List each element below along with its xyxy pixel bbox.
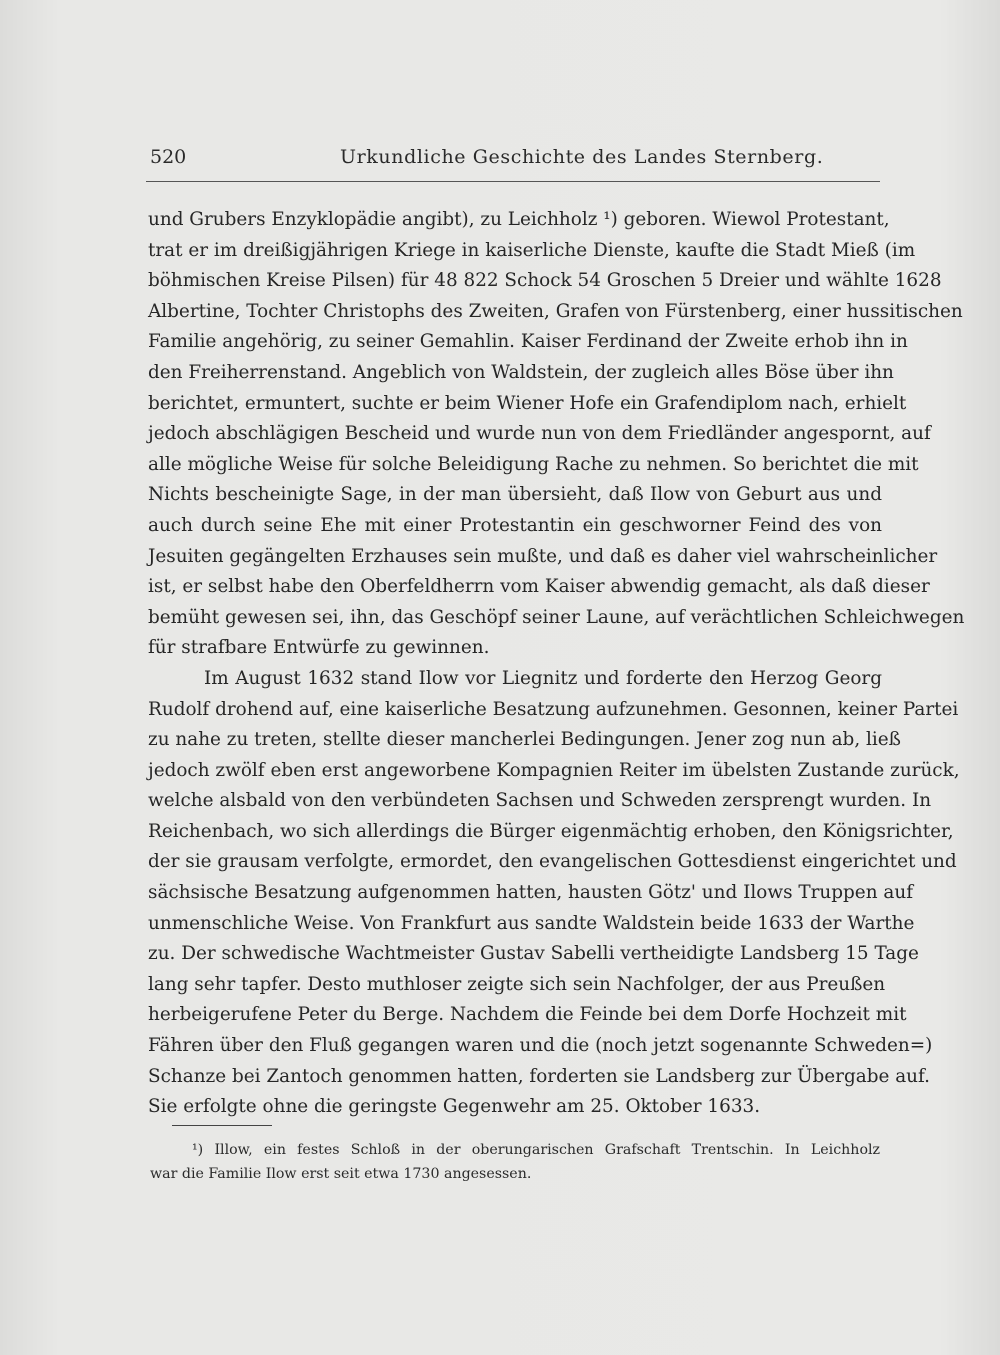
header-rule xyxy=(146,181,880,182)
text-line: den Freiherrenstand. Angeblich von Waldstein, der zugleich alles Böse über ihn xyxy=(148,361,894,383)
text-line: Jesuiten gegängelten Erzhauses sein mußte, und daß es daher viel wahrscheinlicher xyxy=(148,545,938,567)
text-line: alle mögliche Weise für solche Beleidigung Rache zu nehmen. So berichtet die mit xyxy=(148,453,919,475)
text-line: Albertine, Tochter Christophs des Zweiten, Grafen von Fürstenberg, einer hussitischen xyxy=(148,300,963,322)
text-line: Familie angehörig, zu seiner Gemahlin. Kaiser Ferdinand der Zweite erhob ihn in xyxy=(148,331,908,353)
text-line: bemüht gewesen sei, ihn, das Geschöpf seiner Laune, auf verächtlichen Schleichwegen xyxy=(148,606,965,628)
text-line: welche alsbald von den verbündeten Sachsen und Schweden zersprengt wurden. In xyxy=(148,790,932,812)
text-line: Nichts bescheinigte Sage, in der man übersieht, daß Ilow von Geburt aus und xyxy=(148,484,882,506)
footnote xyxy=(150,1138,880,1186)
text-line: ist, er selbst habe den Oberfeldherrn vom Kaiser abwendig gemacht, als daß dieser xyxy=(148,576,930,598)
text-line: böhmischen Kreise Pilsen) für 48 822 Schock 54 Groschen 5 Dreier und wählte 1628 xyxy=(148,270,942,292)
text-line: auch durch seine Ehe mit einer Protestantin ein geschworner Feind des von xyxy=(148,514,882,536)
text-line: für strafbare Entwürfe zu gewinnen. xyxy=(148,637,490,659)
text-line: jedoch abschlägigen Bescheid und wurde nun von dem Friedländer angespornt, auf xyxy=(148,423,931,445)
text-line: Schanze bei Zantoch genommen hatten, forderten sie Landsberg zur Übergabe auf. xyxy=(148,1065,931,1087)
footnote-line: ¹) Illow, ein festes Schloß in der oberungarischen Grafschaft Trentschin. In Leichholz xyxy=(192,1142,880,1158)
text-line: herbeigerufene Peter du Berge. Nachdem die Feinde bei dem Dorfe Hochzeit mit xyxy=(148,1004,907,1026)
text-line: trat er im dreißigjährigen Kriege in kaiserliche Dienste, kaufte die Stadt Mieß (im xyxy=(148,239,916,261)
text-line: Fähren über den Fluß gegangen waren und die (noch jetzt sogenannte Schweden=) xyxy=(148,1035,933,1057)
text-line: Reichenbach, wo sich allerdings die Bürger eigenmächtig erhoben, den Königsrichter, xyxy=(148,820,954,842)
footnote-line: war die Familie Ilow erst seit etwa 1730 angesessen. xyxy=(150,1166,532,1182)
text-line: Rudolf drohend auf, eine kaiserliche Besatzung aufzunehmen. Gesonnen, keiner Partei xyxy=(148,698,959,720)
text-line: lang sehr tapfer. Desto muthloser zeigte sich sein Nachfolger, der aus Preußen xyxy=(148,973,886,995)
text-line: jedoch zwölf eben erst angeworbene Kompagnien Reiter im übelsten Zustande zurück, xyxy=(148,759,960,781)
page-number: 520 xyxy=(150,146,187,168)
footnote-rule xyxy=(172,1125,272,1126)
text-line: zu nahe zu treten, stellte dieser mancherlei Bedingungen. Jener zog nun ab, ließ xyxy=(148,729,901,751)
text-line: berichtet, ermuntert, suchte er beim Wiener Hofe ein Grafendiplom nach, erhielt xyxy=(148,392,907,414)
text-line: zu. Der schwedische Wachtmeister Gustav Sabelli vertheidigte Landsberg 15 Tage xyxy=(148,943,919,965)
main-text xyxy=(148,205,965,1123)
text-line: der sie grausam verfolgte, ermordet, den evangelischen Gottesdienst eingerichtet und xyxy=(148,851,957,873)
running-title: Urkundliche Geschichte des Landes Sternberg. xyxy=(340,146,824,168)
text-line: sächsische Besatzung aufgenommen hatten, hausten Götz' und Ilows Truppen auf xyxy=(148,882,913,904)
text-line: Im August 1632 stand Ilow vor Liegnitz und forderte den Herzog Georg xyxy=(204,667,882,689)
page-header xyxy=(150,146,880,176)
text-line: unmenschliche Weise. Von Frankfurt aus sandte Waldstein beide 1633 der Warthe xyxy=(148,912,915,934)
text-line: Sie erfolgte ohne die geringste Gegenwehr am 25. Oktober 1633. xyxy=(148,1096,761,1118)
text-line: und Grubers Enzyklopädie angibt), zu Leichholz ¹) geboren. Wiewol Protestant, xyxy=(148,209,890,230)
